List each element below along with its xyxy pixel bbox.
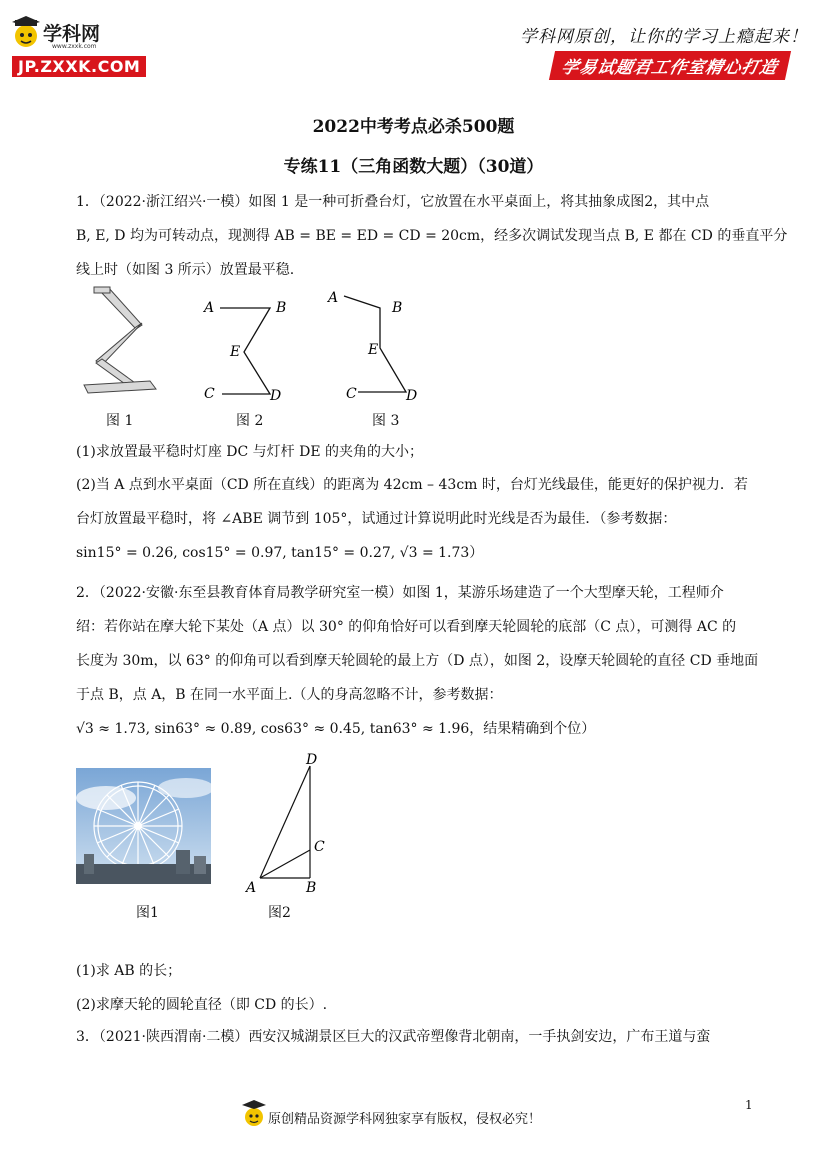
q1-figure-2-caption: 图 2 bbox=[236, 413, 264, 429]
q1-line-3: 线上时（如图 3 所示）放置最平稳. bbox=[76, 262, 295, 278]
q2-line-1: 2．（2022·安徽·东至县教育体育局教学研究室一模）如图 1，某游乐场建造了一个大型摩天轮，工程师介 bbox=[76, 585, 724, 601]
q1-fig2-label-A: A bbox=[204, 300, 215, 316]
q1-figure-3-caption: 图 3 bbox=[372, 413, 400, 429]
q2-figure-2-triangle bbox=[242, 748, 342, 898]
q2-figure-1-caption: 图1 bbox=[136, 905, 159, 921]
q1-reference-data: sin15° = 0.26, cos15° = 0.97, tan15° = 0.27, √3 = 1.73） bbox=[76, 545, 484, 561]
q1-figure-1-caption: 图 1 bbox=[106, 413, 134, 429]
q2-fig2-label-C: C bbox=[314, 839, 325, 855]
page-subtitle: 专练11（三角函数大题）（30道） bbox=[283, 157, 544, 177]
q1-fig2-label-B: B bbox=[276, 300, 287, 316]
q2-line-2: 绍：若你站在摩大轮下某处（A 点）以 30° 的仰角恰好可以看到摩天轮圆轮的底部（C 点），可测得 AC 的 bbox=[76, 619, 737, 635]
q1-fig2-label-E: E bbox=[230, 344, 241, 360]
q1-fig3-label-E: E bbox=[368, 342, 379, 358]
q1-fig3-label-D: D bbox=[406, 388, 418, 404]
q2-figure-1-ferris-wheel-photo bbox=[76, 768, 211, 884]
footer-mascot-icon bbox=[242, 1100, 266, 1128]
logo-name: 学科网 bbox=[43, 23, 101, 45]
q1-line-2: B, E, D 均为可转动点，现测得 AB = BE = ED = CD = 20cm，经多次调试发现当点 B, E 都在 CD 的垂直平分 bbox=[76, 228, 788, 244]
q2-figure-2-caption: 图2 bbox=[268, 905, 291, 921]
logo-domain: www.zxxk.com bbox=[52, 43, 97, 50]
q2-subquestion-2: (2)求摩天轮的圆轮直径（即 CD 的长）. bbox=[76, 997, 328, 1013]
q1-line-1: 1．（2022·浙江绍兴·一模）如图 1 是一种可折叠台灯，它放置在水平桌面上，将其抽象成图2，其中点 bbox=[76, 194, 710, 210]
q1-subquestion-2-line-1: (2)当 A 点到水平桌面（CD 所在直线）的距离为 42cm – 43cm 时，台灯光线最佳，能更好的保护视力．若 bbox=[76, 477, 748, 493]
q2-fig2-label-D: D bbox=[306, 752, 318, 768]
q1-fig2-label-C: C bbox=[204, 386, 215, 402]
slogan: 学科网原创，让你的学习上瘾起来！ bbox=[520, 27, 808, 47]
q1-figure-3 bbox=[322, 286, 432, 408]
mascot-icon bbox=[12, 16, 42, 50]
q2-line-4: 于点 B，点 A，B 在同一水平面上.（人的身高忽略不计，参考数据： bbox=[76, 687, 503, 703]
q1-figure-1-lamp bbox=[80, 285, 162, 397]
q2-subquestion-1: (1)求 AB 的长； bbox=[76, 963, 182, 979]
q1-subquestion-2-line-2: 台灯放置最平稳时，将 ∠ABE 调节到 105°，试通过计算说明此时光线是否为最佳．（参考数据： bbox=[76, 511, 677, 527]
q1-fig2-label-D: D bbox=[270, 388, 282, 404]
footer-copyright: 原创精品资源学科网独家享有版权，侵权必究！ bbox=[268, 1112, 542, 1127]
q2-fig2-label-A: A bbox=[246, 880, 257, 896]
q3-line-1: 3．（2021·陕西渭南·二模）西安汉城湖景区巨大的汉武帝塑像背北朝南，一手执剑安边，广布王道与蛮 bbox=[76, 1029, 711, 1045]
logo bbox=[12, 16, 162, 80]
page-number: 1 bbox=[745, 1098, 753, 1112]
studio-banner: 学易试题君工作室精心打造 bbox=[549, 51, 791, 80]
q2-fig2-label-B: B bbox=[306, 880, 317, 896]
q1-fig3-label-B: B bbox=[392, 300, 403, 316]
q1-fig3-label-C: C bbox=[346, 386, 357, 402]
q1-subquestion-1: (1)求放置最平稳时灯座 DC 与灯杆 DE 的夹角的大小； bbox=[76, 444, 424, 460]
q2-line-3: 长度为 30m，以 63° 的仰角可以看到摩天轮圆轮的最上方（D 点），如图 2，设摩天轮圆轮的直径 CD 垂地面 bbox=[76, 653, 759, 669]
q1-fig3-label-A: A bbox=[328, 290, 339, 306]
q2-line-5: √3 ≈ 1.73, sin63° ≈ 0.89, cos63° ≈ 0.45, tan63° ≈ 1.96，结果精确到个位） bbox=[76, 721, 596, 737]
site-badge: JP.ZXXK.COM bbox=[12, 56, 146, 77]
q1-figure-2 bbox=[198, 290, 308, 408]
page-title: 2022中考考点必杀500题 bbox=[312, 117, 515, 137]
